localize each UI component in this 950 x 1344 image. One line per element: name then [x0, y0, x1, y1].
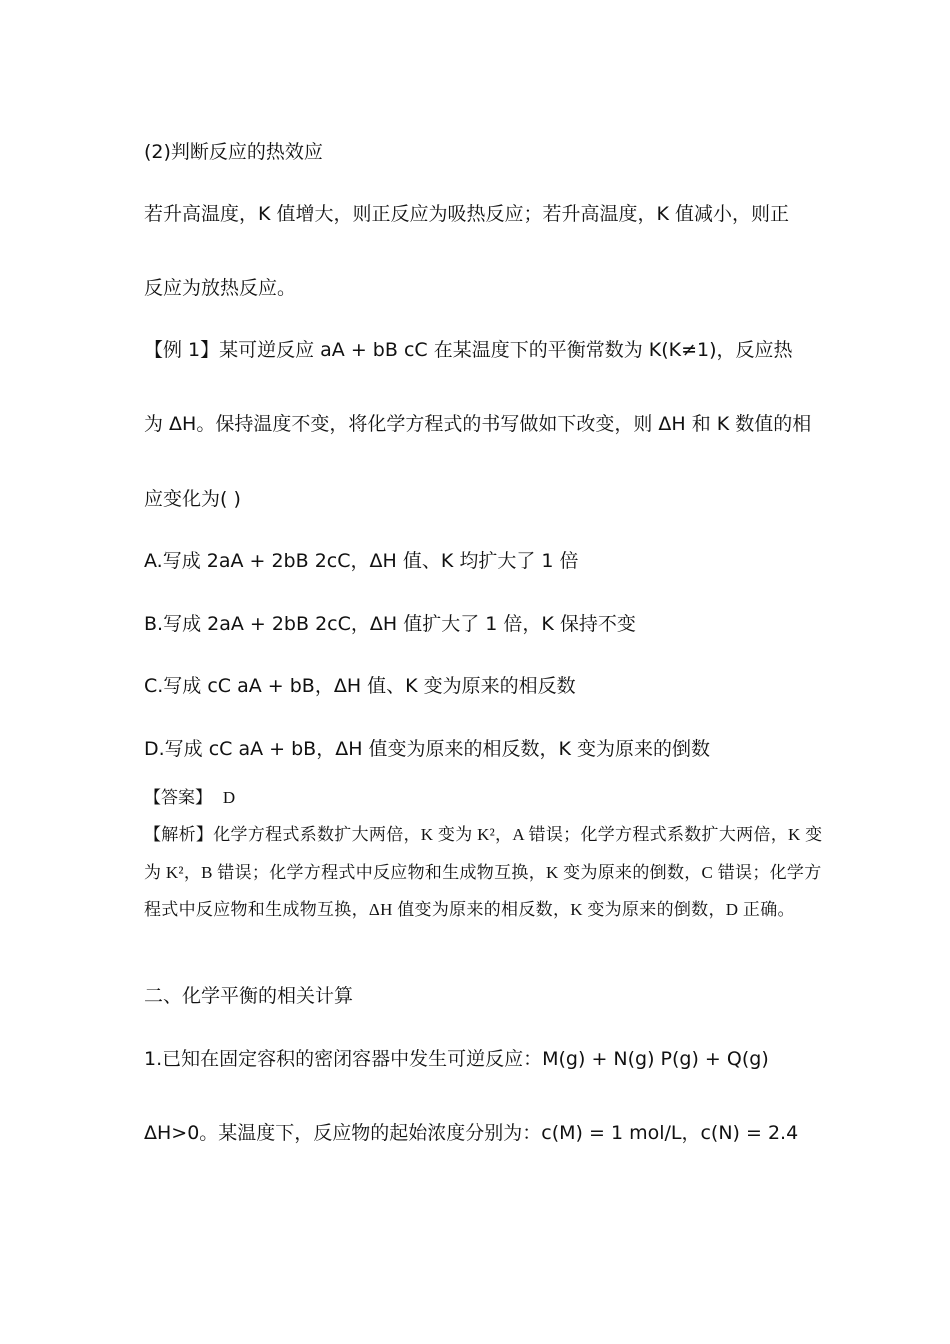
subheading-heat-effect: (2)判断反应的热效应 [144, 141, 323, 163]
section-title: 二、化学平衡的相关计算 [144, 985, 354, 1007]
analysis-label: 【解析】 [144, 825, 214, 845]
example-question-line: 为 ΔH。保持温度不变，将化学方程式的书写做如下改变，则 ΔH 和 K 数值的相 [144, 413, 812, 435]
option-c: C.写成 cC aA + bB，ΔH 值、K 变为原来的相反数 [144, 675, 576, 697]
answer-label: 【答案】 [144, 788, 212, 808]
text-line: 若升高温度，K 值增大，则正反应为吸热反应；若升高温度，K 值减小，则正 [144, 203, 789, 225]
answer-line [144, 786, 235, 810]
analysis-text: 化学方程式系数扩大两倍，K 变为 K²，A 错误；化学方程式系数扩大两倍，K 变为 K²，B 错误；化学方程式中反应物和生成物互换，K 变为原来的倒数，C 错误；化学方程式中反应物和生成物互换，ΔH 值变为原来的相反数，K 变为原来的倒数，D 正确。 [144, 825, 823, 919]
problem-line: ΔH>0。某温度下，反应物的起始浓度分别为：c(M) = 1 mol/L，c(N) = 2.4 [144, 1122, 799, 1144]
analysis-paragraph [144, 816, 824, 928]
option-a: A.写成 2aA + 2bB 2cC，ΔH 值、K 均扩大了 1 倍 [144, 550, 579, 572]
text-line: 反应为放热反应。 [144, 277, 297, 299]
example-question-line: 应变化为( ) [144, 488, 241, 510]
option-b: B.写成 2aA + 2bB 2cC，ΔH 值扩大了 1 倍，K 保持不变 [144, 613, 636, 635]
option-d: D.写成 cC aA + bB，ΔH 值变为原来的相反数，K 变为原来的倒数 [144, 738, 711, 760]
answer-value: D [222, 788, 236, 807]
example-question-line: 【例 1】某可逆反应 aA + bB cC 在某温度下的平衡常数为 K(K≠1)，反应热 [144, 339, 793, 361]
problem-line: 1.已知在固定容积的密闭容器中发生可逆反应：M(g) + N(g) P(g) + Q(g) [144, 1048, 769, 1070]
